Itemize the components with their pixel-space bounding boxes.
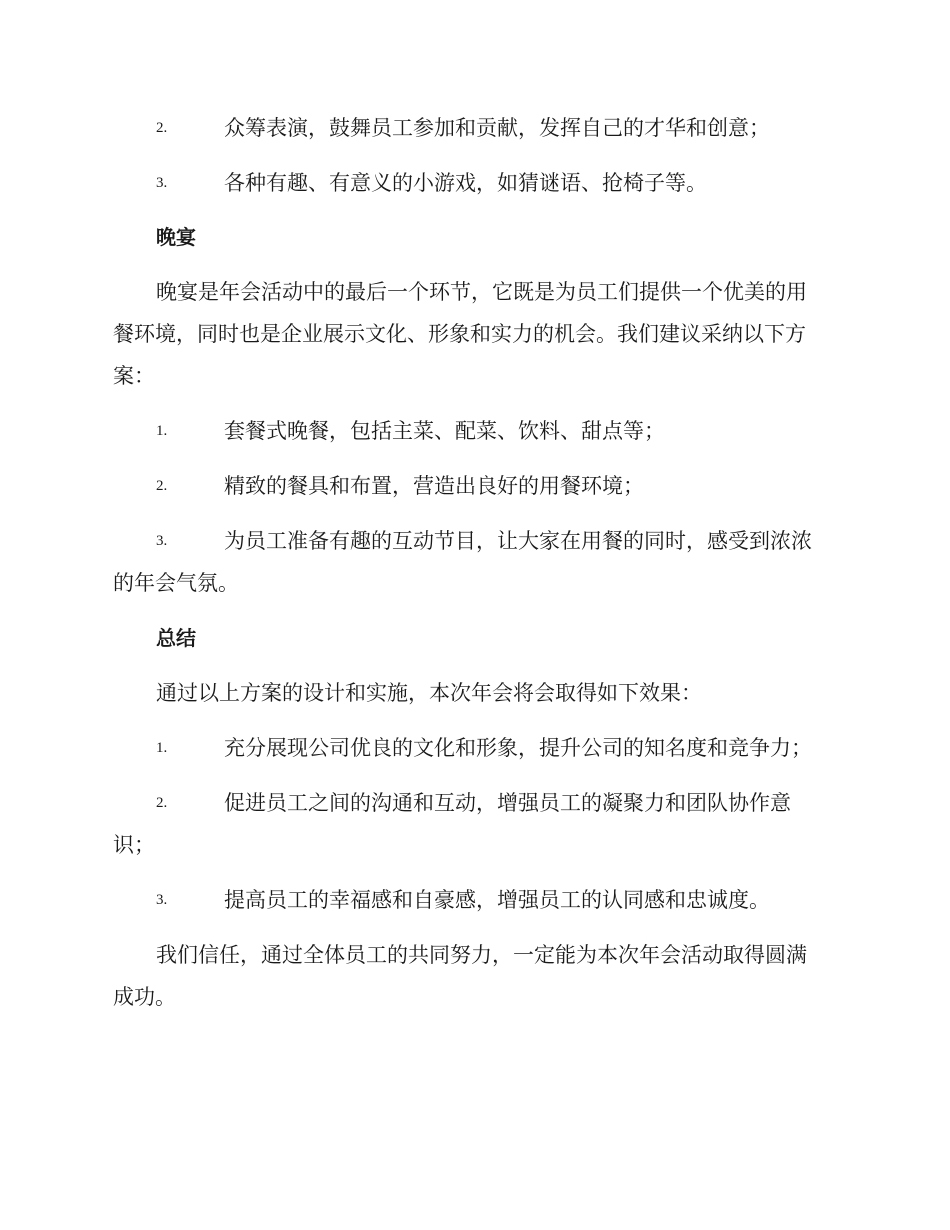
list-number: 2. [156, 795, 168, 811]
list-item-text: 充分展现公司优良的文化和形象，提升公司的知名度和竞争力； [224, 736, 812, 760]
list-item-continuation: 的年会气氛。 [113, 571, 239, 595]
list-item-continuation: 识； [113, 833, 155, 857]
banquet-paragraph-line: 晚宴是年会活动中的最后一个环节，它既是为员工们提供一个优美的用 [156, 280, 807, 304]
list-number: 1. [156, 423, 168, 439]
list-item-text: 提高员工的幸福感和自豪感，增强员工的认同感和忠诚度。 [224, 888, 770, 912]
list-item-text: 精致的餐具和布置，营造出良好的用餐环境； [224, 474, 644, 498]
section-heading-summary: 总结 [156, 626, 196, 650]
closing-paragraph-line: 成功。 [113, 985, 176, 1009]
list-number: 2. [156, 120, 168, 136]
list-number: 3. [156, 892, 168, 908]
list-item-text: 众筹表演，鼓舞员工参加和贡献，发挥自己的才华和创意； [224, 116, 770, 140]
list-number: 2. [156, 478, 168, 494]
summary-intro: 通过以上方案的设计和实施，本次年会将会取得如下效果： [156, 681, 702, 705]
list-item-text: 套餐式晚餐，包括主菜、配菜、饮料、甜点等； [224, 419, 665, 443]
banquet-paragraph-line: 案： [113, 364, 155, 388]
list-item-text: 各种有趣、有意义的小游戏，如猜谜语、抢椅子等。 [224, 171, 707, 195]
list-number: 3. [156, 533, 168, 549]
list-number: 1. [156, 740, 168, 756]
closing-paragraph-line: 我们信任，通过全体员工的共同努力，一定能为本次年会活动取得圆满 [156, 943, 807, 967]
section-heading-banquet: 晚宴 [156, 225, 196, 249]
list-item-text: 促进员工之间的沟通和互动，增强员工的凝聚力和团队协作意 [224, 791, 791, 815]
list-item-text: 为员工准备有趣的互动节目，让大家在用餐的同时，感受到浓浓 [224, 529, 812, 553]
banquet-paragraph-line: 餐环境，同时也是企业展示文化、形象和实力的机会。我们建议采纳以下方 [113, 322, 806, 346]
list-number: 3. [156, 175, 168, 191]
